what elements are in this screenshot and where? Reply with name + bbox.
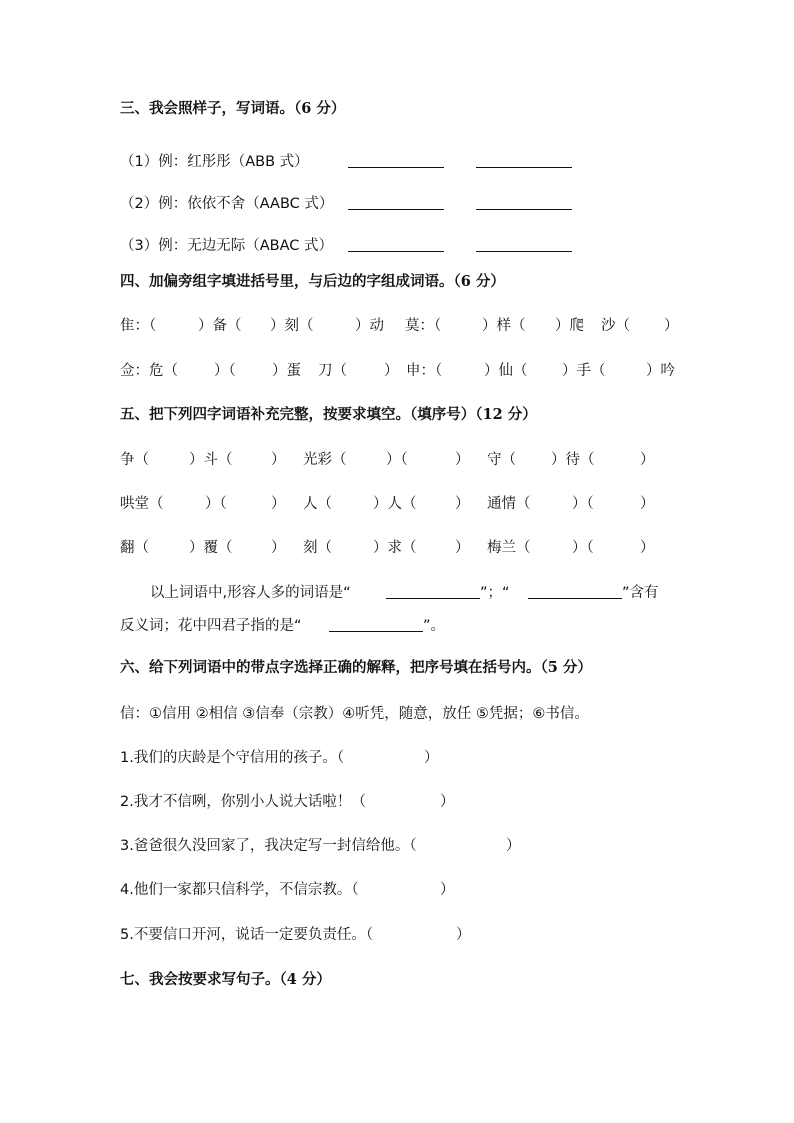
s3-item-1-blank-b[interactable] (476, 153, 572, 168)
s6-question-3: 3.爸爸很久没回家了，我决定写一封信给他。（ (120, 838, 417, 854)
s6-question-2: 2.我才不信咧，你别小人说大话啦！（ (120, 794, 366, 810)
s3-item-2-blank-a[interactable] (348, 195, 444, 210)
section-5-title: 五、把下列四字词语补充完整，按要求填空。（填序号）（12 分） (120, 406, 537, 423)
s4-row2-part-4: 刀（ (318, 363, 347, 379)
s5-row3-part-8: ）（ (572, 540, 594, 556)
s5-row3-part-4: 刻（ (303, 540, 332, 556)
s6-question-3-close: ） (506, 838, 521, 854)
s5-para1-end: ”含有 (622, 585, 659, 601)
s4-row2-part-8: ）手（ (562, 363, 606, 379)
s5-row3-part-6: ） (455, 540, 470, 556)
s5-row3-part-5: ）求（ (373, 540, 417, 556)
s5-row3-part-2: ）覆（ (189, 540, 233, 556)
s5-row2-part-9: ） (640, 496, 655, 512)
s4-row2-part-1: 佥：危（ (120, 363, 178, 379)
s4-row2-part-5: ） (384, 363, 399, 379)
s5-row2-part-6: ） (455, 496, 470, 512)
s5-para1-start: 以上词语中,形容人多的词语是“ (150, 585, 351, 601)
s4-row2-part-7: ）仙（ (484, 363, 528, 379)
s5-para2-blank[interactable] (329, 617, 423, 632)
s6-question-1-close: ） (424, 750, 439, 766)
s4-row1-part-4: ）动 (355, 318, 384, 334)
s5-row2-part-8: ）（ (572, 496, 594, 512)
s3-item-3: （3）例：无边无际（ABAC 式） (120, 238, 333, 254)
s5-row2-part-5: ）人（ (373, 496, 417, 512)
s5-row1-part-8: ）待（ (551, 452, 595, 468)
s5-para1-mid: ”；“ (480, 585, 510, 601)
s5-row1-part-3: ） (271, 452, 286, 468)
s3-item-2-blank-b[interactable] (476, 195, 572, 210)
s4-row1-part-3: ）刻（ (270, 318, 314, 334)
s5-row1-part-5: ）（ (386, 452, 408, 468)
s6-question-4-close: ） (440, 882, 455, 898)
s5-row2-part-2: ）（ (205, 496, 227, 512)
s6-question-4: 4.他们一家都只信科学，不信宗教。（ (120, 882, 359, 898)
section-6-title: 六、给下列词语中的带点字选择正确的解释，把序号填在括号内。（5 分） (120, 659, 592, 676)
s5-row1-part-7: 守（ (487, 452, 516, 468)
s4-row1-part-1: 隹：（ (120, 318, 157, 334)
s4-row1-part-2: ）备（ (198, 318, 242, 334)
s5-row3-part-9: ） (640, 540, 655, 556)
s4-row2-part-6: 申：（ (406, 363, 443, 379)
s5-row3-part-7: 梅兰（ (487, 540, 531, 556)
s5-row2-part-3: ） (271, 496, 286, 512)
s6-question-2-close: ） (440, 794, 455, 810)
s4-row1-part-6: ）样（ (482, 318, 526, 334)
s6-question-5: 5.不要信口开河，说话一定要负责任。（ (120, 927, 374, 943)
s5-row3-part-3: ） (271, 540, 286, 556)
s5-row3-part-1: 翻（ (120, 540, 149, 556)
s5-row1-part-9: ） (640, 452, 655, 468)
section-7-title: 七、我会按要求写句子。（4 分） (120, 971, 331, 988)
s5-para1-blank-2[interactable] (528, 584, 622, 599)
section-4-title: 四、加偏旁组字填进括号里，与后边的字组成词语。（6 分） (120, 273, 505, 290)
s5-para2-start: 反义词；花中四君子指的是“ (120, 618, 302, 634)
s5-row2-part-1: 哄堂（ (120, 496, 164, 512)
s4-row2-part-9: ）吟 (646, 363, 675, 379)
s6-meanings: 信：①信用 ②相信 ③信奉（宗教）④听凭，随意，放任 ⑤凭据；⑥书信。 (120, 706, 589, 722)
s3-item-1: （1）例：红彤彤（ABB 式） (120, 154, 309, 170)
s4-row1-part-7: ）爬 (555, 318, 584, 334)
s5-row2-part-4: 人（ (303, 496, 332, 512)
s5-para1-blank-1[interactable] (386, 584, 480, 599)
s6-question-5-close: ） (456, 927, 471, 943)
s5-para2-end: ”。 (423, 618, 446, 634)
s4-row2-part-3: ）蛋 (272, 363, 301, 379)
section-3-title: 三、我会照样子，写词语。（6 分） (120, 100, 346, 117)
s5-row1-part-4: 光彩（ (303, 452, 347, 468)
s3-item-3-blank-b[interactable] (476, 237, 572, 252)
s6-question-1: 1.我们的庆龄是个守信用的孩子。（ (120, 750, 345, 766)
s5-row1-part-2: ）斗（ (189, 452, 233, 468)
s5-row1-part-6: ） (455, 452, 470, 468)
s3-item-3-blank-a[interactable] (348, 237, 444, 252)
s5-row1-part-1: 争（ (120, 452, 149, 468)
s3-item-2: （2）例：依依不舍（AABC 式） (120, 196, 334, 212)
s4-row2-part-2: ）（ (214, 363, 236, 379)
s3-item-1-blank-a[interactable] (348, 153, 444, 168)
s4-row1-part-5: 莫：（ (405, 318, 442, 334)
s5-row2-part-7: 通情（ (487, 496, 531, 512)
s4-row1-part-8: 沙（ (601, 318, 630, 334)
s4-row1-part-9: ） (664, 318, 679, 334)
